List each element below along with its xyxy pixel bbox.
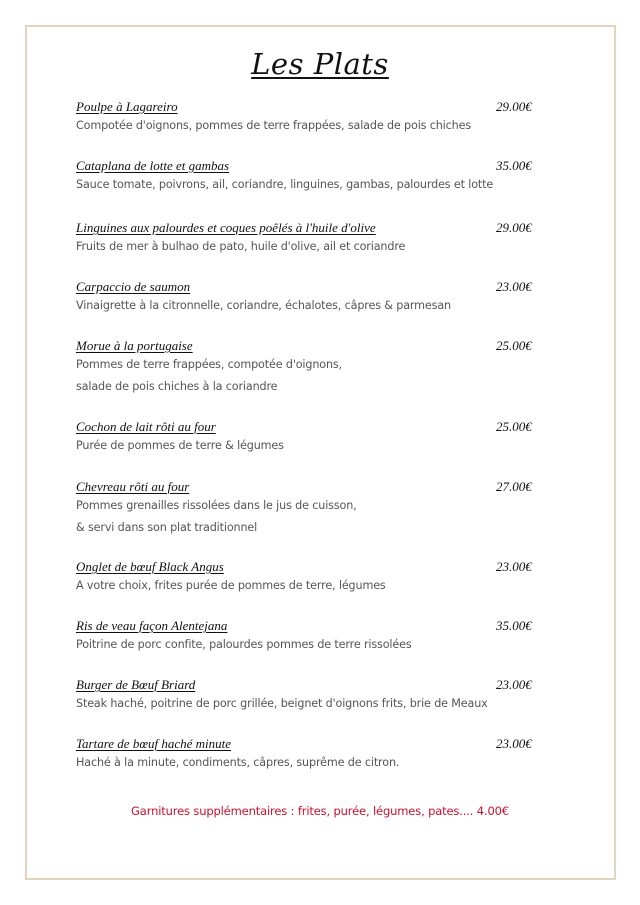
dish-price: 23.00€ [496,559,532,574]
dish-description-line: Pommes grenailles rissolées dans le jus de cuisson, [76,499,357,512]
dish-description [76,236,405,258]
dish-description-line: salade de pois chiches à la coriandre [76,380,278,393]
dish-name: Burger de Bœuf Briard [76,677,196,692]
dish-name: Carpaccio de saumon [76,279,191,294]
dish-description [76,435,284,457]
dish-description-line: Compotée d'oignons, pommes de terre frappées, salade de pois chiches [76,119,471,132]
dish-description-line: Vinaigrette à la citronnelle, coriandre, échalotes, câpres & parmesan [76,299,451,312]
dish-price: 23.00€ [496,279,532,294]
extras-note: Garnitures supplémentaires : frites, purée, légumes, pates.... 4.00€ [131,804,509,818]
dish-price: 23.00€ [496,677,532,692]
dish-price: 25.00€ [496,338,532,353]
dish-description [76,693,488,715]
dish-name: Tartare de bœuf haché minute [76,736,232,751]
dish-description [76,575,386,597]
dish-description-line: Fruits de mer à bulhao de pato, huile d'olive, ail et coriandre [76,240,406,253]
dish-description [76,295,451,317]
dish-name: Chevreau rôti au four [76,479,190,494]
dish-description-line: Pommes de terre frappées, compotée d'oignons, [76,358,343,371]
dish-description [76,354,342,398]
dish-description-line: Sauce tomate, poivrons, ail, coriandre, linguines, gambas, palourdes et lotte [76,178,494,191]
dish-name: Onglet de bœuf Black Angus [76,559,224,574]
dish-description [76,115,471,137]
dish-price: 29.00€ [496,220,532,235]
dish-price: 23.00€ [496,736,532,751]
dish-description-line: Steak haché, poitrine de porc grillée, beignet d'oignons frits, brie de Meaux [76,697,488,710]
dish-name: Ris de veau façon Alentejana [76,618,228,633]
dish-description-line: A votre choix, frites purée de pommes de terre, légumes [76,579,386,592]
dish-name: Cochon de lait rôti au four [76,419,216,434]
dish-name: Linguines aux palourdes et coques poêlés à l'huile d'olive [76,220,376,235]
dish-name: Cataplana de lotte et gambas [76,158,230,173]
menu-title [0,44,640,84]
dish-description [76,634,412,656]
dish-name: Morue à la portugaise [76,338,193,353]
dish-price: 35.00€ [496,158,532,173]
dish-description-line: Purée de pommes de terre & légumes [76,439,284,452]
dish-description [76,752,399,774]
dish-description-line: Poitrine de porc confite, palourdes pommes de terre rissolées [76,638,412,651]
dish-price: 35.00€ [496,618,532,633]
dish-description [76,174,493,196]
dish-price: 27.00€ [496,479,532,494]
dish-name: Poulpe à Lagareiro [76,99,178,114]
dish-description-line: & servi dans son plat traditionnel [76,521,258,534]
dish-description-line: Haché à la minute, condiments, câpres, suprême de citron. [76,756,400,769]
menu-title-text: Les Plats [251,47,389,81]
dish-description [76,495,357,539]
dish-price: 29.00€ [496,99,532,114]
dish-price: 25.00€ [496,419,532,434]
